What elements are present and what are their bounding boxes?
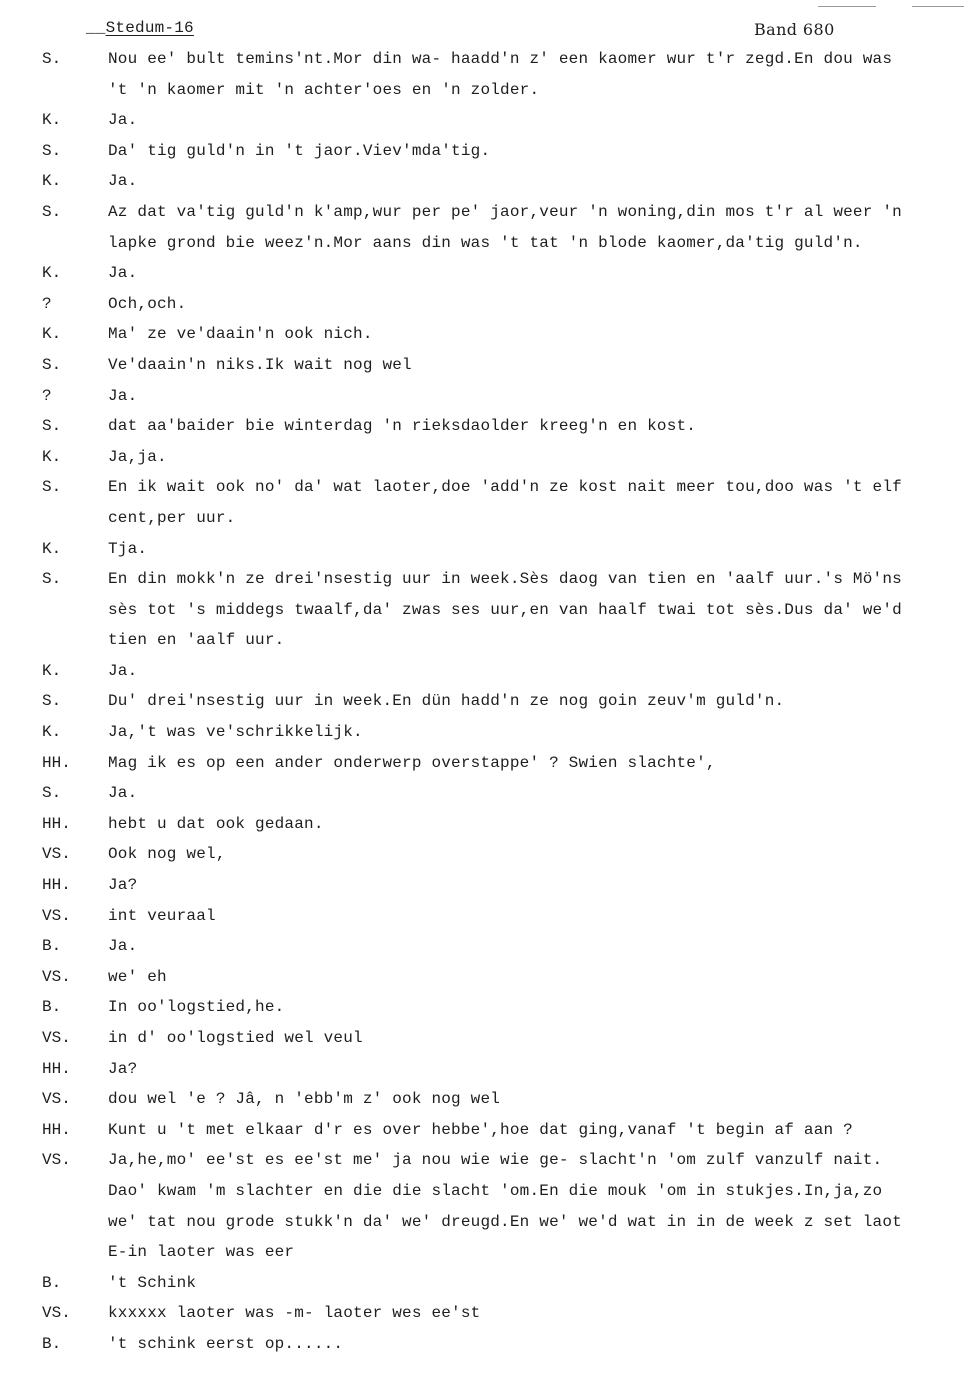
utterance-text: Ve'daain'n niks.Ik wait nog wel	[108, 355, 412, 374]
transcript-line	[0, 1027, 973, 1058]
transcript-line	[0, 782, 973, 813]
utterance-text: Ja.	[108, 172, 138, 191]
utterance-text: Mag ik es op een ander onderwerp overstappe' ? Swien slachte',	[108, 753, 716, 772]
utterance-text: in d' oo'logstied wel veul	[108, 1029, 363, 1047]
utterance-text: Du' drei'nsestig uur in week.En dün hadd'n ze nog goin zeuv'm guld'n.	[108, 692, 785, 711]
transcript-line	[0, 905, 973, 936]
transcript-line	[0, 293, 973, 324]
utterance-text: Ja.	[108, 386, 138, 405]
transcript-line	[0, 262, 973, 293]
utterance-text: lapke grond bie weez'n.Mor aans din was 't tat 'n blode kaomer,da'tig guld'n.	[108, 233, 863, 252]
transcript-line	[0, 1333, 973, 1364]
transcript-line	[0, 1241, 973, 1272]
speaker-label: VS.	[42, 845, 71, 864]
utterance-text: Kunt u 't met elkaar d'r es over hebbe',hoe dat ging,vanaf 't begin af aan ?	[108, 1120, 853, 1139]
transcript-line	[0, 415, 973, 446]
utterance-text: In oo'logstied,he.	[108, 998, 285, 1017]
speaker-label: S.	[42, 692, 62, 711]
speaker-label: B.	[42, 1334, 62, 1353]
utterance-text: Ja.	[108, 264, 138, 283]
transcript-line	[0, 874, 973, 905]
utterance-text: Da' tig guld'n in 't jaor.Viev'mda'tig.	[108, 141, 491, 160]
transcript-line	[0, 232, 973, 263]
speaker-label: HH.	[42, 814, 71, 833]
utterance-text: Ja,ja.	[108, 447, 167, 466]
transcript-line	[0, 538, 973, 569]
utterance-text: Tja.	[108, 539, 148, 558]
transcript-line	[0, 1272, 973, 1303]
utterance-text: Ja?	[108, 876, 138, 895]
speaker-label: B.	[42, 1273, 62, 1292]
utterance-text: 't schink eerst op......	[108, 1334, 344, 1353]
speaker-label: VS.	[42, 1090, 71, 1109]
speaker-label: K.	[42, 447, 62, 466]
utterance-text: Och,och.	[108, 294, 187, 313]
transcript-line	[0, 1088, 973, 1119]
utterance-text: sès tot 's middegs twaalf,da' zwas ses uur,en van haalf twai tot sès.Dus da' we'd	[108, 600, 902, 619]
speaker-label: VS.	[42, 967, 71, 986]
utterance-text: dat aa'baider bie winterdag 'n rieksdaolder kreeg'n en kost.	[108, 417, 697, 436]
transcript-line	[0, 1211, 973, 1242]
transcript-line	[0, 446, 973, 477]
transcript-line	[0, 721, 973, 752]
document-id	[86, 19, 194, 37]
speaker-label: S.	[42, 784, 62, 803]
transcript-line	[0, 170, 973, 201]
transcript-line	[0, 323, 973, 354]
utterance-text: 't Schink	[108, 1273, 197, 1292]
transcript-line	[0, 568, 973, 599]
transcript-line	[0, 966, 973, 997]
speaker-label: K.	[42, 723, 62, 742]
speaker-label: B.	[42, 937, 62, 956]
speaker-label: VS.	[42, 1029, 71, 1047]
speaker-label: S.	[42, 417, 62, 436]
transcript-line	[0, 599, 973, 630]
speaker-label: HH.	[42, 753, 71, 772]
top-rule	[818, 6, 876, 7]
speaker-label: VS.	[42, 906, 71, 925]
utterance-text: we' eh	[108, 967, 167, 986]
tape-number: Band 680	[754, 20, 835, 39]
speaker-label: S.	[42, 570, 62, 589]
speaker-label: S.	[42, 50, 62, 68]
transcript-body	[0, 48, 973, 1364]
speaker-label: K.	[42, 539, 62, 558]
speaker-label: S.	[42, 478, 62, 497]
transcript-line	[0, 354, 973, 385]
transcript-line	[0, 140, 973, 171]
transcript-line	[0, 1302, 973, 1333]
speaker-label: VS.	[42, 1151, 71, 1170]
speaker-label: ?	[42, 294, 52, 313]
speaker-label: S.	[42, 202, 62, 221]
utterance-text: Ja,he,mo' ee'st es ee'st me' ja nou wie wie ge- slacht'n 'om zulf vanzulf nait.	[108, 1151, 883, 1170]
speaker-label: K.	[42, 661, 62, 680]
utterance-text: cent,per uur.	[108, 508, 236, 527]
transcript-line	[0, 996, 973, 1027]
utterance-text: dou wel 'e ? Jâ, n 'ebb'm z' ook nog wel	[108, 1090, 501, 1109]
utterance-text: En din mokk'n ze drei'nsestig uur in week.Sès daog van tien en 'aalf uur.'s Mö'ns	[108, 570, 902, 589]
top-rule	[912, 6, 964, 7]
transcript-line	[0, 201, 973, 232]
utterance-text: kxxxxx laoter was -m- laoter wes ee'st	[108, 1304, 481, 1323]
utterance-text: Ja.	[108, 937, 138, 956]
speaker-label: VS.	[42, 1304, 71, 1323]
utterance-text: Ja?	[108, 1059, 138, 1078]
utterance-text: Ja.	[108, 784, 138, 803]
utterance-text: hebt u dat ook gedaan.	[108, 814, 324, 833]
utterance-text: Ja,'t was ve'schrikkelijk.	[108, 723, 363, 742]
speaker-label: B.	[42, 998, 62, 1017]
speaker-label: K.	[42, 172, 62, 191]
transcript-line	[0, 1058, 973, 1089]
transcript-line	[0, 48, 973, 79]
utterance-text: Ook nog wel,	[108, 845, 226, 864]
utterance-text: Az dat va'tig guld'n k'amp,wur per pe' jaor,veur 'n woning,din mos t'r al weer 'n	[108, 202, 902, 221]
speaker-label: K.	[42, 264, 62, 283]
document-title: Stedum-16	[105, 19, 194, 37]
utterance-text: 't 'n kaomer mit 'n achter'oes en 'n zolder.	[108, 80, 540, 99]
speaker-label: HH.	[42, 1120, 71, 1139]
speaker-label: S.	[42, 141, 62, 160]
transcript-line	[0, 660, 973, 691]
transcript-line	[0, 843, 973, 874]
transcript-line	[0, 629, 973, 660]
utterance-text: tien en 'aalf uur.	[108, 631, 285, 650]
utterance-text: En ik wait ook no' da' wat laoter,doe 'add'n ze kost nait meer tou,doo was 't elf	[108, 478, 902, 497]
utterance-text: E-in laoter was eer	[108, 1243, 295, 1262]
header-dashes: __	[86, 19, 106, 37]
transcript-line	[0, 1119, 973, 1150]
transcript-line	[0, 1180, 973, 1211]
transcript-line	[0, 690, 973, 721]
transcript-line	[0, 935, 973, 966]
transcript-line	[0, 507, 973, 538]
utterance-text: Ja.	[108, 111, 138, 130]
transcript-line	[0, 752, 973, 783]
transcript-line	[0, 79, 973, 110]
speaker-label: HH.	[42, 876, 71, 895]
speaker-label: K.	[42, 325, 62, 344]
utterance-text: we' tat nou grode stukk'n da' we' dreugd.En we' we'd wat in in de week z set laot	[108, 1212, 902, 1231]
transcript-line	[0, 109, 973, 140]
transcript-line	[0, 813, 973, 844]
utterance-text: Nou ee' bult temins'nt.Mor din wa- haadd'n z' een kaomer wur t'r zegd.En dou was	[108, 50, 893, 68]
transcript-line	[0, 385, 973, 416]
speaker-label: K.	[42, 111, 62, 130]
speaker-label: S.	[42, 355, 62, 374]
utterance-text: Ja.	[108, 661, 138, 680]
transcript-line	[0, 476, 973, 507]
speaker-label: HH.	[42, 1059, 71, 1078]
utterance-text: Ma' ze ve'daain'n ook nich.	[108, 325, 373, 344]
transcript-line	[0, 1149, 973, 1180]
utterance-text: Dao' kwam 'm slachter en die die slacht 'om.En die mouk 'om in stukjes.In,ja,zo	[108, 1181, 883, 1200]
utterance-text: int veuraal	[108, 906, 216, 925]
speaker-label: ?	[42, 386, 52, 405]
